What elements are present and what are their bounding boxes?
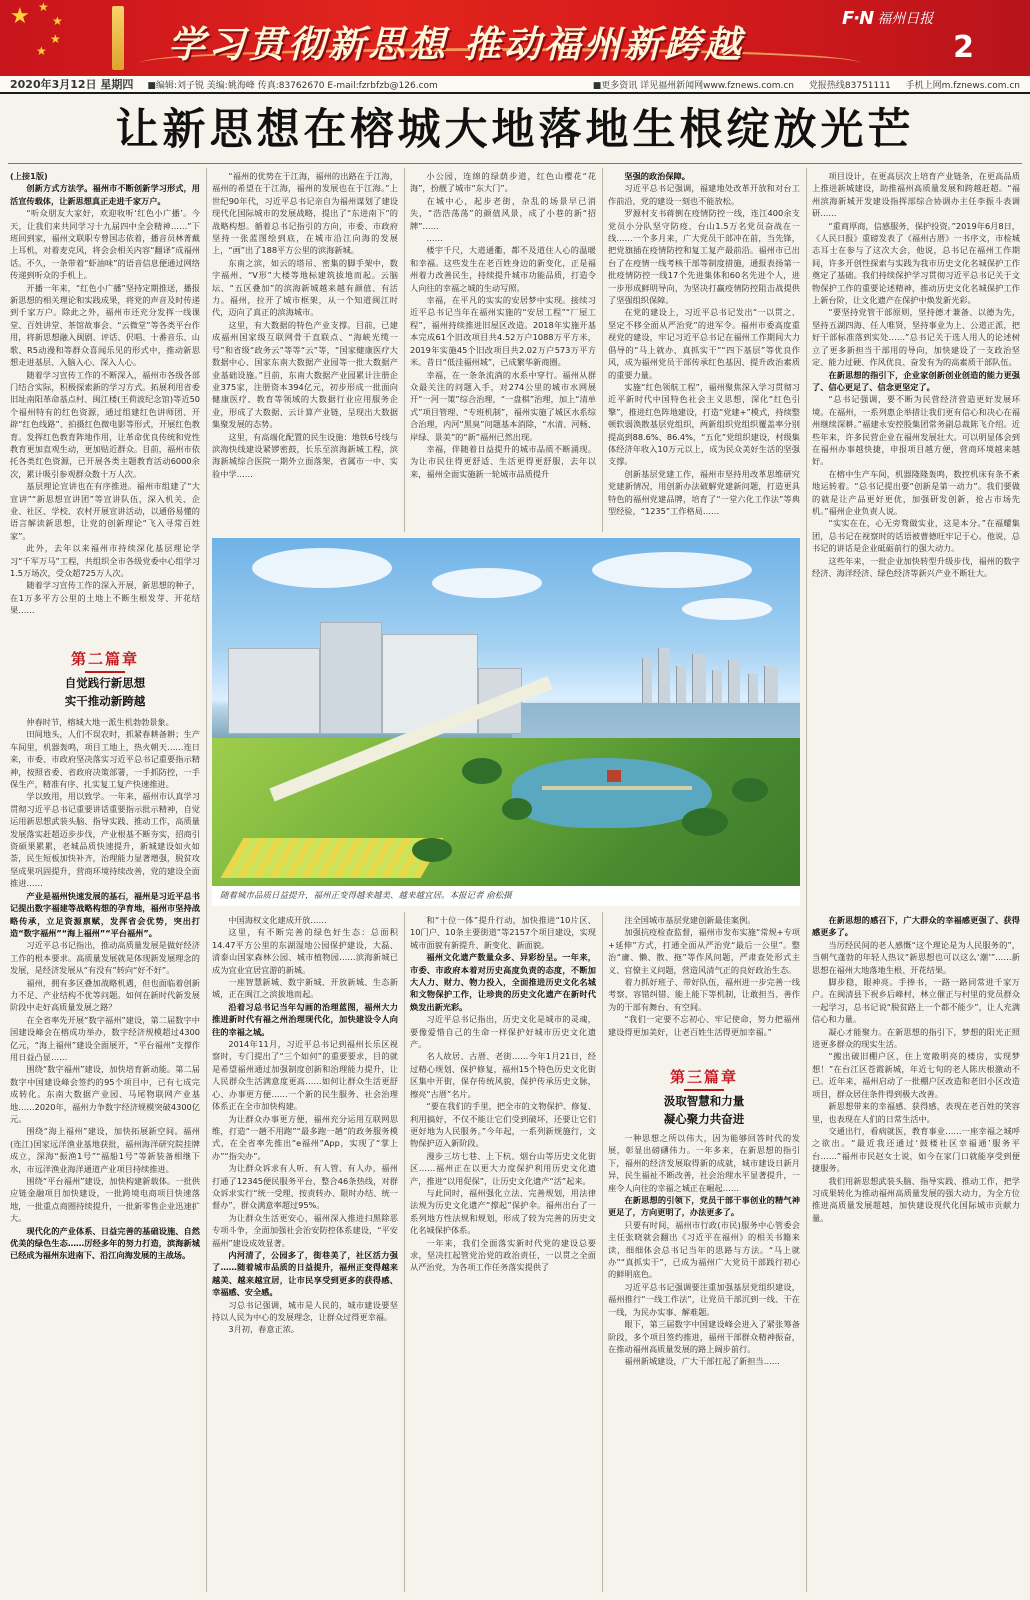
article-paragraph: 交通出行，看病就医，教育事业……一座幸福之城呼之欲出。“最近我还通过‘鼓楼社区幸福通’服务平台……”福州市民赵女士说，如今在家门口就能享受到便捷服务。 xyxy=(812,1125,1020,1174)
article-paragraph: 漫步三坊七巷、上下杭、烟台山等历史文化街区……福州正在以更大力度保护利用历史文化遗产，推进“以用促保”，让历史文化遗产“活”起来。 xyxy=(410,1150,596,1186)
tree xyxy=(682,808,728,836)
article-paragraph: 这些年来，一批企业加快转型升级步伐，福州的数字经济、海洋经济、绿色经济等新兴产业不断壮大。 xyxy=(812,555,1020,578)
page-headline: 让新思想在榕城大地落地生根绽放光芒 xyxy=(115,105,915,155)
article-paragraph: 开播一年来，“红色小广播”坚持定期推送，播报新思想的相关理论和实践成果，将党的声音及时传递到千家万户。除此之外，福州市还充分发挥一线课堂、百姓讲堂、茶馆故事会、“云微堂”等各类平台作用，将新思想融入闽剧、评话、伬唱、十番音乐、山歌、R5动漫和等群众喜闻乐见的形式中，推动新思想走进基层、入脑入心、深入人心。 xyxy=(10,282,200,368)
office-building xyxy=(320,622,382,734)
article-paragraph: 幸福，在平凡的实实的安居梦中实现。接续习近平总书记当年在福州实施的“安居工程”“厂屋工程”，福州持续推进旧屋区改造。2018年实施开基本完成61个旧改项目共4.52万户1088万平方米，2019年实施45个旧改项目共2.02万户573万平方米。昔日“低洼福州城”，已成繁华新商圈。 xyxy=(410,295,596,368)
article-column xyxy=(212,170,398,532)
city-photo xyxy=(212,538,800,906)
article-paragraph: 福州，拥有多区叠加战略机遇，但也面临着创新力不足、产业结构不优等问题。如何在新时代新发展阶段中走好高质量发展之路？ xyxy=(10,977,200,1013)
article-paragraph: 在城中心，起步老街，杂乱的场景早已消失，“浩浩荡荡”的颜值风景，成了小巷的新“招牌”…… xyxy=(410,195,596,231)
article-paragraph: 当厉经民间的老人感慨“这个理论是为人民服务的”，当朝气蓬勃的年轻人热议“新思想也可以这么‘潮’”……新思想在福州大地落地生根、开花结果。 xyxy=(812,939,1020,975)
article-paragraph: (上接1版) xyxy=(10,171,48,181)
article-column xyxy=(212,914,398,1592)
article-paragraph: …… xyxy=(426,233,443,244)
tree xyxy=(462,758,502,784)
article-paragraph: 3月初，春意正浓。 xyxy=(228,1324,300,1335)
article-paragraph: 习近平总书记指出，推动高质量发展是做好经济工作的根本要求。高质量发展就是体现新发展理念的发展，是经济发展从“有没有”转向“好不好”。 xyxy=(10,940,200,976)
article-paragraph: 一种思想之所以伟大，因为能够回答时代的发展，彰显出磅礴伟力。一年多来，在新思想的指引下，福州的经济发展取得新的成就，城市建设日新月异，民生福祉不断改善，社会治理水平显著提升，一座令人向往的幸福之城正在崛起…… xyxy=(608,1133,800,1193)
divider xyxy=(404,168,405,532)
article-paragraph: 这里，有不断完善的绿色好生态：总面积14.47平方公里的东湖湿地公园保护建设，大磊、清泰山国家森林公园、城市植物园……滨海新城已成为宜业宜居宜游的新城。 xyxy=(212,927,398,975)
article-paragraph: “福州的优势在于江海，福州的出路在于江海，福州的希望在于江海，福州的发展也在于江海。”上世纪90年代，习近平总书记亲自为福州谋划了建设现代化国际城市的发展战略，提出了“东进南下”的战略构想。循着总书记指引的方向，市委、市政府坚持一张蓝图绘到底，在城市沿江向海的发展上，“画”出了188平方公里的滨海新城。 xyxy=(212,171,398,256)
article-paragraph: 幸福，在一条条流淌的水系中穿行。福州从群众最关注的问题入手，对274公里的城市水网展开“一河一策”综合治理，“一盘棋”治理，加上“清单式”项目管理、“专班机制”，福州实施了城区水系综合治理，内河“黑臭”问题基本消除，“水清、河畅、岸绿、景美”的“新”福州已然出现。 xyxy=(410,369,596,442)
article-paragraph: 脚步稳，眼神亮。手捧书，一路一路同常进千家万户。在闽清县下祝乡后峰村，林立催正与村里的党员群众一起学习，总书记说“脱贫路上一个都不能少”，让人充满信心和力量。 xyxy=(812,977,1020,1025)
editors-line: ■编辑:刘子锐 美编:姚海峰 传真:83762670 E-mail:fzrbfzb@126.com xyxy=(147,80,438,91)
article-paragraph: 新思想带来的幸福感、获得感，表现在老百姓的笑容里，也表现在人们的日常生活中。 xyxy=(812,1101,1020,1124)
chapter-subtitle: 实干推动新跨越 xyxy=(64,694,146,708)
article-paragraph: 田间地头，人们不误农时，抓紧春耕备耕；生产车间里，机器轰鸣，项目工地上，热火朝天……连日来，市委、市政府坚决落实习近平总书记重要指示精神，按照省委、省政府决策部署，一手抓防控，一手保生产，精准有序、扎实复工复产快速推进。 xyxy=(10,729,200,790)
star-icon: ★ xyxy=(36,44,47,58)
article-column xyxy=(812,170,1020,912)
article-paragraph: 创新基层党建工作，福州市坚持用改革思维研究党建新情况，用创新办法破解党建新问题，打造更具特色的福州党建品牌，培育了“一堂六化工作法”等典型经验，“1235”工作格局…… xyxy=(608,468,800,516)
logo-mark: F·N xyxy=(842,7,874,29)
article-paragraph: 这里，有高端化配置的民生设施：地铁6号线与滨海快线建设紧锣密鼓，长乐至滨海新城工程，滨海新城综合医院一期外立面落架，省属市一中、实验中学…… xyxy=(212,431,398,479)
article-paragraph: 一年来，我们全面落实新时代党的建设总要求，坚决扛起管党治党的政治责任，一以贯之全面从严治党，为各项工作任务落实提供了 xyxy=(410,1237,596,1273)
chapter-subtitle: 汲取智慧和力量 xyxy=(663,1094,745,1108)
article-paragraph: 随着学习宣传工作的不断深入，福州市各级各部门结合实际，积极探索新的学习方式。拓展利用省委旧址南阳革命基点村、闽江楼(王荷波纪念馆)等近50个福州特有的红色资源，通过组建红色讲师团、开辟“红色线路”、拍摄红色微电影等形式，开展红色教育。发挥红色教育阵地作用，让革命优良传统和党性教育更加直观生动，更加贴近群众。目前，福州市依托各类红色资源，已开展各类主题教育活动6000余次，累计吸引参观群众数十万人次。 xyxy=(10,369,200,479)
article-paragraph: 为让群众生活更安心，福州深入推进扫黑除恶专项斗争，全面加强社会治安防控体系建设，“平安福州”建设成效显著。 xyxy=(212,1212,398,1248)
article-paragraph: 习近平总书记指出，历史文化是城市的灵魂，要像爱惜自己的生命一样保护好城市历史文化遗产。 xyxy=(410,1014,596,1050)
article-paragraph: 中国海权文化建成开放…… xyxy=(228,915,327,925)
article-paragraph: 为让群众办事更方便，福州充分运用互联网思维，打造“一趟不用跑”“最多跑一趟”的政务服务模式，在全省率先推出“e福州”App，实现了“掌上办”“指尖办”。 xyxy=(212,1113,398,1161)
divider xyxy=(206,168,207,1592)
cloud xyxy=(432,568,542,598)
article-paragraph: 现代化的产业体系、日益完善的基础设施、自然优美的绿色生态……厉经多年的努力打造，滨海新城已经成为福州东进南下、沿江向海发展的主战场。 xyxy=(10,1225,200,1261)
article-paragraph: 小公园，连绵的绿荫步道，红色山樱花“花海”，扮靓了城市“东大门”。 xyxy=(410,171,596,194)
cloud xyxy=(592,552,752,588)
article-paragraph: 与此同时，福州强化立法、完善规划，用法律法规为历史文化遗产“撑起”保护伞。福州出台了一系列地方性法规和规划，形成了较为完善的历史文化名城保护体系。 xyxy=(410,1187,596,1236)
article-paragraph: “要坚持党管干部原则，坚持德才兼备、以德为先，坚持五湖四海、任人唯贤，坚持事业为上、公道正派，把好干部标准落到实处……”总书记关于选人用人的论述树立了更多新担当干部用的导向，加快建设了一支政治坚定、能力过硬、作风优良、奋发有为的高素质干部队伍。 xyxy=(812,307,1020,368)
skyline-building xyxy=(764,666,778,708)
issue-date: 2020年3月12日 星期四 xyxy=(10,78,134,91)
article-paragraph: “听众朋友大家好，欢迎收听‘红色小广播’。今天，让我们来共同学习十九届四中全会精神……”下班回到家，福州文联职专曾国志依着，播音员林菁戴上耳机，对着麦克风，将会会相关内容“翻译”成福州话。不久，一条带着“虾油味”的语音信息便通过网络传递到听众的手机上。 xyxy=(10,208,200,281)
skyline-building xyxy=(692,654,706,708)
star-icon: ★ xyxy=(38,0,49,14)
star-icon: ★ xyxy=(10,4,30,29)
article-column xyxy=(10,716,200,1592)
article-paragraph: 在全省率先开展“数字福州”建设，第二届数字中国建设峰会在榕成功举办，数字经济规模超过4300亿元，“海上福州”建设全面展开，“平台福州”支撑作用日益凸显…… xyxy=(10,1014,200,1062)
star-icon: ★ xyxy=(52,14,63,28)
chapter-two-heading xyxy=(10,648,200,710)
article-paragraph: 创新方式方法学。福州市不断创新学习形式，用活宣传载体，让新思想真正走进千家万户。 xyxy=(10,183,200,206)
chapter-three-heading xyxy=(608,1066,800,1128)
article-paragraph: 在新思想的感召下，广大群众的幸福感更强了、获得感更多了。 xyxy=(812,915,1020,938)
info-strip xyxy=(0,76,1030,94)
masthead xyxy=(0,0,1030,76)
hotline: 党报热线83751111 xyxy=(808,80,891,91)
mobile-link: 手机上网m.fznews.com.cn xyxy=(905,80,1020,91)
more-news: ■更多资讯 详见福州新闻网www.fznews.com.cn xyxy=(592,80,795,91)
skyline-building xyxy=(658,648,670,708)
chapter-title: 第二篇章 xyxy=(70,650,139,668)
article-column xyxy=(812,914,1020,1592)
article-paragraph: 名人故居、古厝、老街……今年1月21日，经过精心规划、保护修复，福州15个特色历史文化街区集中开街，保存传统风貌，保护传承历史文脉，擦亮“古厝”名片。 xyxy=(410,1051,596,1099)
chapter-subtitle: 自觉践行新思想 xyxy=(64,676,146,690)
article-paragraph: 此外，去年以来福州市持续深化基层理论学习“千军万马”工程，共组织全市各级党委中心组学习1.5万场次，受众超725万人次。 xyxy=(10,543,200,578)
star-icon: ★ xyxy=(50,32,61,46)
article-paragraph: 眼下，第三届数字中国建设峰会进入了紧张筹备阶段，多个项目签约推进，福州干部群众精神振奋，在推动福州高质量发展的路上阔步前行。 xyxy=(608,1319,800,1354)
masthead-slogan: 学习贯彻新思想 推动福州新跨越 xyxy=(168,22,744,66)
article-paragraph: “我们一定要不忘初心、牢记使命，努力把福州建设得更加美好，让老百姓生活得更加幸福。” xyxy=(608,1014,800,1037)
article-paragraph: 习总书记强调，城市是人民的，城市建设要坚持以人民为中心的发展理念，让群众过得更幸福。 xyxy=(212,1299,398,1322)
flowerbed xyxy=(220,838,443,878)
article-column xyxy=(608,914,800,1064)
tree xyxy=(502,798,532,820)
article-paragraph: 着力抓好班子、带好队伍，福州进一步完善一线考察、容错纠错、能上能下等机制，让敢担当、善作为的干部有舞台、有空间。 xyxy=(608,977,800,1012)
article-column xyxy=(410,914,596,1592)
article-paragraph: 注全国城市基层党建创新最佳案例。 xyxy=(624,915,756,925)
article-paragraph: 基层理论宣讲也在有序推进。福州市组建了“大宣讲”“新思想宣讲团”等宣讲队伍，深入机关、企业、社区、学校、农村开展宣讲活动，以通俗易懂的语言解读新思想，让党的创新理论“飞入寻常百姓家”。 xyxy=(10,481,200,541)
article-column xyxy=(10,170,200,642)
divider xyxy=(806,168,807,1592)
article-paragraph: 加强抗疫检查监督，福州市发布实施“常规+专项+延伸”方式，打通全面从严治党“最后一公里”。整治“庸、懒、散、拖”等作风问题，严肃查处形式主义、官僚主义问题，营造风清气正的良好政治生态。 xyxy=(608,927,800,975)
divider xyxy=(404,912,405,1592)
article-paragraph: “要在我们的手里，把全市的文物保护、修复、利用搞好，不仅不能让它们受到破坏，还要让它们更好地为人民服务。”今年起，一系列新规施行，文物保护迈入新阶段。 xyxy=(410,1101,596,1149)
article-paragraph: 只要有时间，福州市行政(市民)服务中心管委会主任张晓就会翻出《习近平在福州》的相关书籍来读，细细体会总书记当年的思路与方法。“马上就办”“真抓实干”，已成为福州广大党员干部践行初心的鲜明底色。 xyxy=(608,1219,800,1280)
article-paragraph: 围绕“海上福州”建设，加快拓展新空间。福州(连江)国家远洋渔业基地获批，福州海洋研究院挂牌成立，深海“振渔1号”“福船1号”等新装备相继下水，市远洋渔业海洋通道产业项目持续推进。 xyxy=(10,1126,200,1174)
contact-info xyxy=(581,78,1020,91)
skyline-building xyxy=(642,658,652,708)
logo-name: 福州日报 xyxy=(877,11,934,27)
article-column xyxy=(608,170,800,532)
article-paragraph: 和“十位一体”提升行动，加快推进“10片区、10门户、10条主要街道”等2157个项目建设，实现城市面貌有新提升、新变化、新面貌。 xyxy=(410,915,596,950)
article-paragraph: “重商厚商，信感服务，保护投资。”2019年6月8日，《人民日报》重磅发表了《福州古厝》一书序文，市检城志耳士在参与了这次大会，他说，总书记在福州工作期间，许多开创性探索与实践为我市历史文化名城保护工作奠定了基础。我们持续保护学习贯彻习近平总书记关于文物保护工作的重要论述精神，推动历史文化名城保护工作上新台阶，让文化遗产在保护中焕发新光彩。 xyxy=(812,220,1020,306)
article-paragraph: “搬出破旧棚户区，住上宽敞明亮的楼房，实现梦想！”在台江区苍霞新城，年近七旬的老人陈庆根激动不已。近年来，福州启动了一批棚户区改造和老旧小区改造项目，群众居住条件得到极大改善。 xyxy=(812,1051,1020,1099)
article-paragraph: 凝心才能聚力。在新思想的指引下，梦想的阳光正照进更多群众的现实生活。 xyxy=(812,1026,1020,1050)
newspaper-logo xyxy=(842,6,978,30)
article-paragraph: “总书记强调，要不断为民营经济营造更好发展环境。在福州，一系列惠企举措让我们更有信心和决心在福州继续深耕。”福建永安控股集团常务副总裁陈飞介绍。近些年来，许多民营企业在福州发展壮大。可以明显体会到在福州办事越快捷，申报项目越方便，营商环境越来越好。 xyxy=(812,394,1020,467)
article-paragraph: 幸福，伴随着日益提升的城市品质不断涌现。为让市民住得更舒适、生活更得更舒服，去年以来，福州全面实施新一轮城市品质提升 xyxy=(410,443,596,479)
bridge xyxy=(542,786,692,790)
article-paragraph: 罗源村支书蒋倒在疫情防控一线，连江400余支党员小分队坚守防疫、台山1.5万名党员奋战在一线……一个多月来，广大党员干部冲在前，当先锋，把党旗插在疫情防控和复工复产最前沿。福州市已出台了在疫情一线考核干部等制度措施，通报表扬第一批疫情防控一线17个先进集体和60名先进个人，进一步形成鲜明导向，为坚决打赢疫情防控阻击战提供了坚强组织保障。 xyxy=(608,208,800,306)
office-building xyxy=(228,648,320,734)
article-paragraph: 在榕中生产车间，机器隆隆轰鸣，数控机床有条不紊地运转着。“总书记提出要“创新是第一动力”。我们要做的就是让产品更好更优，加强研发创新，抢占市场先机。”福州企业负责人说。 xyxy=(812,468,1020,516)
article-paragraph: 一座智慧新城、数字新城、开放新城、生态新城，正在闽江之滨拔地而起。 xyxy=(212,977,398,1000)
article-paragraph: 实施“红色领航工程”，福州聚焦深入学习贯彻习近平新时代中国特色社会主义思想，深化“红色引擎”，推进红色阵地建设，打造“党建+”模式，持续整顿软弱涣散基层党组织，两新组织党组织覆盖率分别提高到88.6%、86.4%，“五化”党组织建设，村级集体经济年收入10万元以上，成为民众美好生活的坚强支撑。 xyxy=(608,381,800,467)
article-paragraph: 学以致用，用以致学。一年来，福州市认真学习贯彻习近平总书记重要讲话重要指示批示精神，自觉运用新思想武装头脑、指导实践、推动工作，高质量发展落实赶超迈步步伐，产业根基不断夯实，招商引资硕果累累，老城品质快速提升，新城建设如火如荼，民生短板加快补齐，治理能力显著增强，脱贫攻坚成果巩固提升，营商环境持续改善，党的建设全面推进…… xyxy=(10,791,200,889)
huabiao-pillar-icon xyxy=(112,6,124,70)
article-paragraph: 2014年11月，习近平总书记到福州长乐区视察时，专门提出了“三个如何”的重要要求，目的就是希望福州通过加强制度创新和治理能力提升，让人民群众生活满意度更高……如何让群众生活更舒心、办事更方便……一个新的民生服务、社会治理体系正在全市加快构建。 xyxy=(212,1039,398,1112)
article-paragraph: 仲春时节，榕城大地一派生机勃勃景象。 xyxy=(26,717,174,727)
article-paragraph: 在新思想的引领下，党员干部干事创业的精气神更足了，方向更明了，办法更多了。 xyxy=(608,1195,800,1218)
article-paragraph: 在新思想的指引下，企业家创新创业创造的能力更强了、信心更足了、信念更坚定了。 xyxy=(812,369,1020,392)
article-paragraph: 这里，有大数据的特色产业支撑。目前，已建成福州国家级互联网骨干直联点、“海峡光缆一号”和省级“政务云”等等“云”等，“国家健康医疗大数据中心、国家东南大数据产业园等一批大数据产业基础设施。”目前，东南大数据产业园累计注册企业375家，注册资本394亿元，初步形成一批面向健康医疗、教育等领域的大数据行业应用服务企业，形成了大数据、云计算产业链，呈现出大数据集聚发展的态势。 xyxy=(212,319,398,430)
article-column xyxy=(410,170,596,532)
article-paragraph: 我们用新思想武装头脑、指导实践、推动工作，把学习成果转化为推动福州高质量发展的强大动力，为全方位推进高质量发展超越，加快建设现代化国际城市贡献力量。 xyxy=(812,1175,1020,1223)
article-paragraph: 沿着习总书记当年勾画的治理蓝图，福州大力推进新时代有福之州治理现代化，加快建设令人向往的幸福之城。 xyxy=(212,1001,398,1037)
article-paragraph: 楼宇千尺，大道通衢，都不及道住人心的温暖和幸福。这些发生在老百姓身边的新变化，正是福州着力改善民生，持续提升城市功能品质，打造令人向往的幸福之城的生动写照。 xyxy=(410,245,596,293)
article-paragraph: 习近平总书记强调，福建地处改革开放和对台工作前沿，党的建设一刻也不能放松。 xyxy=(608,183,800,206)
article-paragraph: 在党的建设上，习近平总书记发出“一以贯之、坚定不移全面从严治党”的进军令。福州市委高度重视党的建设，牢记习近平总书记在福州工作期间大力倡导的“马上就办、真抓实干”“四下基层”等优良作风，成为福州党员干部传承红色基因、提升政治素质的重要力量。 xyxy=(608,307,800,380)
divider xyxy=(602,912,603,1592)
article-paragraph: 习近平总书记强调要注重加强基层党组织建设，福州推行“一线工作法”，让党员干部沉到一线、干在一线，为民办实事、解难题。 xyxy=(608,1281,800,1317)
article-paragraph: 福州文化遗产数量众多、异彩纷呈。一年来，市委、市政府本着对历史高度负责的态度，不断加大人力、财力、物力投入，全面推进历史文化名城和文物保护工作，让珍贵的历史文化遗产在新时代焕发出新光彩。 xyxy=(410,952,596,1012)
divider xyxy=(602,168,603,532)
tree xyxy=(732,778,768,802)
article-paragraph: 围绕“平台福州”建设，加快构建新载体。一批供应链金融项目加快建设，一批跨境电商项目快速落地，一批重点商圈持续提升，一批新零售企业迅速扩大。 xyxy=(10,1176,200,1224)
chapter-subtitle: 凝心聚力共奋进 xyxy=(663,1112,745,1126)
article-paragraph: 随着学习宣传工作的深入开展，新思想的种子，在1万多平方公里的土地上不断生根发芽、开花结果…… xyxy=(10,580,200,616)
cloud xyxy=(252,548,392,588)
article-paragraph: 围绕“数字福州”建设，加快培育新动能。第二届数字中国建设峰会签约的95个项目中，已有七成完成转化。东南大数据产业园、马尾物联网产业基地……2020年，福州力争数字经济规模突破4300亿元。 xyxy=(10,1064,200,1124)
tree xyxy=(412,838,452,862)
photo-caption: 随着城市品质日益提升，福州正变得越来越美、越来越宜居。本报记者 俞松摄 xyxy=(212,886,800,906)
article-paragraph: 内河清了，公园多了，街巷美了，社区活力强了……随着城市品质的日益提升，福州正变得越来越美、越来越宜居，让市民享受到更多的获得感、幸福感、安全感。 xyxy=(212,1249,398,1298)
skyline-building xyxy=(676,666,686,708)
article-paragraph: 项目设计，在更高层次上培育产业链条，在更高品质上推进新城建设，助推福州高质量发展和跨越赶超。“福州滨海新城开发建设指挥部综合协调办主任李振斗表调研…… xyxy=(812,171,1020,219)
cloud xyxy=(682,598,772,620)
skyline-building xyxy=(728,660,740,708)
divider xyxy=(684,1089,724,1091)
article-paragraph: “实实在在，心无旁骛做实业，这是本分。”在福耀集团，总书记在视察时的话语被曹德旺牢记于心。他说，总书记的讲话是企业砥砺前行的强大动力。 xyxy=(812,518,1020,554)
divider xyxy=(85,671,125,673)
article-paragraph: 东南之滨，如云的塔吊、密集的脚手架中，数字福州、“V形”大楼等地标建筑拔地而起。云脑坛、“五区叠加”的滨海新城越来越有颜值、有活力。福州，拉开了城市框架，从一个知道闽江时代，迈向了真正的滨海城市。 xyxy=(212,257,398,318)
page-number: 2 xyxy=(953,30,974,65)
article-paragraph: 坚强的政治保障。 xyxy=(624,171,690,181)
pavilion xyxy=(607,770,621,782)
chapter-title: 第三篇章 xyxy=(669,1068,738,1086)
article-paragraph: 福州新城建设，广大干部扛起了新担当…… xyxy=(624,1356,780,1367)
article-paragraph: 为让群众诉求有人听、有人管、有人办，福州打通了12345便民服务平台，整合46条热线，对群众诉求实行“统一受理、按责转办、限时办结、统一督办”，群众满意率超过95%。 xyxy=(212,1163,398,1211)
article-column xyxy=(608,1132,800,1592)
article-paragraph: 产业是福州快速发展的基石，福州是习近平总书记提出数字福建等战略构想的孕育地，福州市坚持战略传承，立足资源禀赋，发挥省会优势，突出打造“数字福州”“海上福州”“平台福州”。 xyxy=(10,890,200,938)
divider xyxy=(8,163,1022,164)
